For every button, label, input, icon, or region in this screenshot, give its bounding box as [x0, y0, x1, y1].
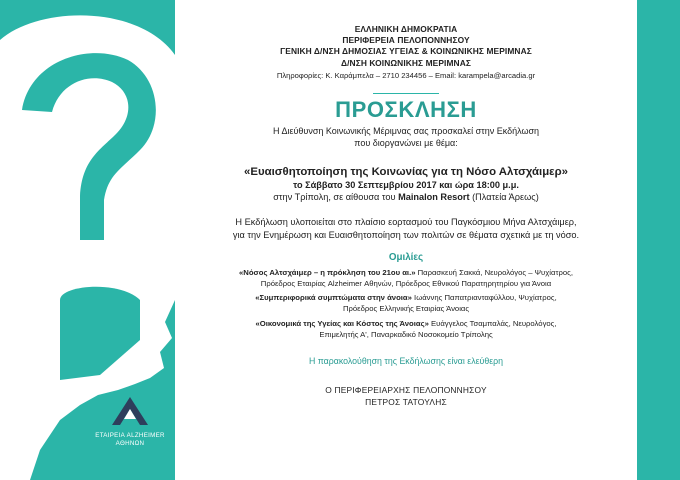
event-date: το Σάββατο 30 Σεπτεμβρίου 2017 και ώρα 18:00 μ.μ. — [293, 179, 519, 190]
invitation-title: ΠΡΟΣΚΛΗΣΗ — [335, 96, 477, 122]
header-line-1: ΕΛΛΗΝΙΚΗ ΔΗΜΟΚΡΑΤΙΑ — [354, 24, 458, 34]
logo-line-1: ΕΤΑΙΡΕΙΑ ALZHEIMER — [95, 432, 165, 439]
description-line-2: για την Ενημέρωση και Ευαισθητοποίηση των πολιτών σε θέματα σχετικά με τη νόσο. — [232, 229, 580, 240]
event-place — [175, 191, 637, 204]
alzheimer-society-logo — [92, 395, 168, 448]
talk-role: Πρόεδρος Ελληνικής Εταιρίας Άνοιας — [342, 304, 470, 314]
talk-item — [175, 267, 637, 289]
talk-title: «Νόσος Αλτσχάιμερ – η πρόκληση του 21ου αι.» — [239, 267, 416, 277]
contact-info: Πληροφορίες: Κ. Καράμπελα – 2710 234456 – Email: karampela@arcadia.gr — [276, 70, 536, 80]
signature-line-2: ΠΕΤΡΟΣ ΤΑΤΟΥΛΗΣ — [365, 397, 447, 408]
right-teal-band — [637, 0, 680, 480]
talk-role: Επιμελητής Α', Παναρκαδικό Νοσοκομείο Τρίπολης — [319, 329, 493, 339]
header-line-2: ΠΕΡΙΦΕΡΕΙΑ ΠΕΛΟΠΟΝΝΗΣΟΥ — [342, 35, 470, 46]
talk-item — [175, 318, 637, 340]
talk-speaker: Παρασκευή Σακκά, Νευρολόγος – Ψυχίατρος, — [415, 267, 573, 277]
event-place-venue: Mainalon Resort — [398, 192, 470, 203]
intro-line-2: που διοργανώνει με θέμα: — [354, 138, 458, 149]
description-line-1: Η Εκδήλωση υλοποιείται στο πλαίσιο εορτασμού του Παγκόσμιου Μήνα Αλτσχάιμερ, — [235, 216, 577, 227]
free-attendance-note: Η παρακολούθηση της Εκδήλωσης είναι ελεύθερη — [308, 356, 504, 367]
triangle-logo-icon — [110, 395, 150, 427]
talk-role: Πρόεδρος Εταιρίας Alzheimer Αθηνών, Πρόεδρος Εθνικού Παρατηρητηρίου για Άνοια — [260, 279, 552, 289]
event-place-suffix: (Πλατεία Άρεως) — [469, 192, 539, 203]
event-title: «Ευαισθητοποίηση της Κοινωνίας για τη Νόσο Αλτσχάιμερ» — [244, 165, 568, 178]
logo-line-2: ΑΘΗΝΩΝ — [115, 440, 145, 447]
talk-item — [175, 292, 637, 314]
invitation-content — [175, 0, 637, 480]
talk-title: «Οικονομικά της Υγείας και Κόστος της Άνοιας» — [255, 318, 429, 328]
talk-speaker: Ιωάννης Παπατριανταφύλλου, Ψυχίατρος, — [411, 293, 557, 303]
talk-title: «Συμπεριφορικά συμπτώματα στην άνοια» — [255, 293, 412, 303]
signature-line-1: Ο ΠΕΡΙΦΕΡΕΙΑΡΧΗΣ ΠΕΛΟΠΟΝΝΗΣΟΥ — [325, 385, 487, 396]
header-line-3: ΓΕΝΙΚΗ Δ/ΝΣΗ ΔΗΜΟΣΙΑΣ ΥΓΕΙΑΣ & ΚΟΙΝΩΝΙΚΗΣ ΜΕΡΙΜΝΑΣ — [280, 46, 532, 57]
divider — [373, 93, 439, 94]
talk-speaker: Ευάγγελος Τσαμπαλάς, Νευρολόγος, — [428, 318, 557, 328]
header-line-4: Δ/ΝΣΗ ΚΟΙΝΩΝΙΚΗΣ ΜΕΡΙΜΝΑΣ — [341, 57, 471, 68]
intro-line-1: Η Διεύθυνση Κοινωνικής Μέριμνας σας προσκαλεί στην Εκδήλωση — [272, 125, 540, 136]
left-teal-band — [0, 0, 175, 480]
event-place-prefix: στην Τρίπολη, σε αίθουσα του — [273, 192, 399, 203]
talks-heading: Ομιλίες — [388, 251, 424, 263]
